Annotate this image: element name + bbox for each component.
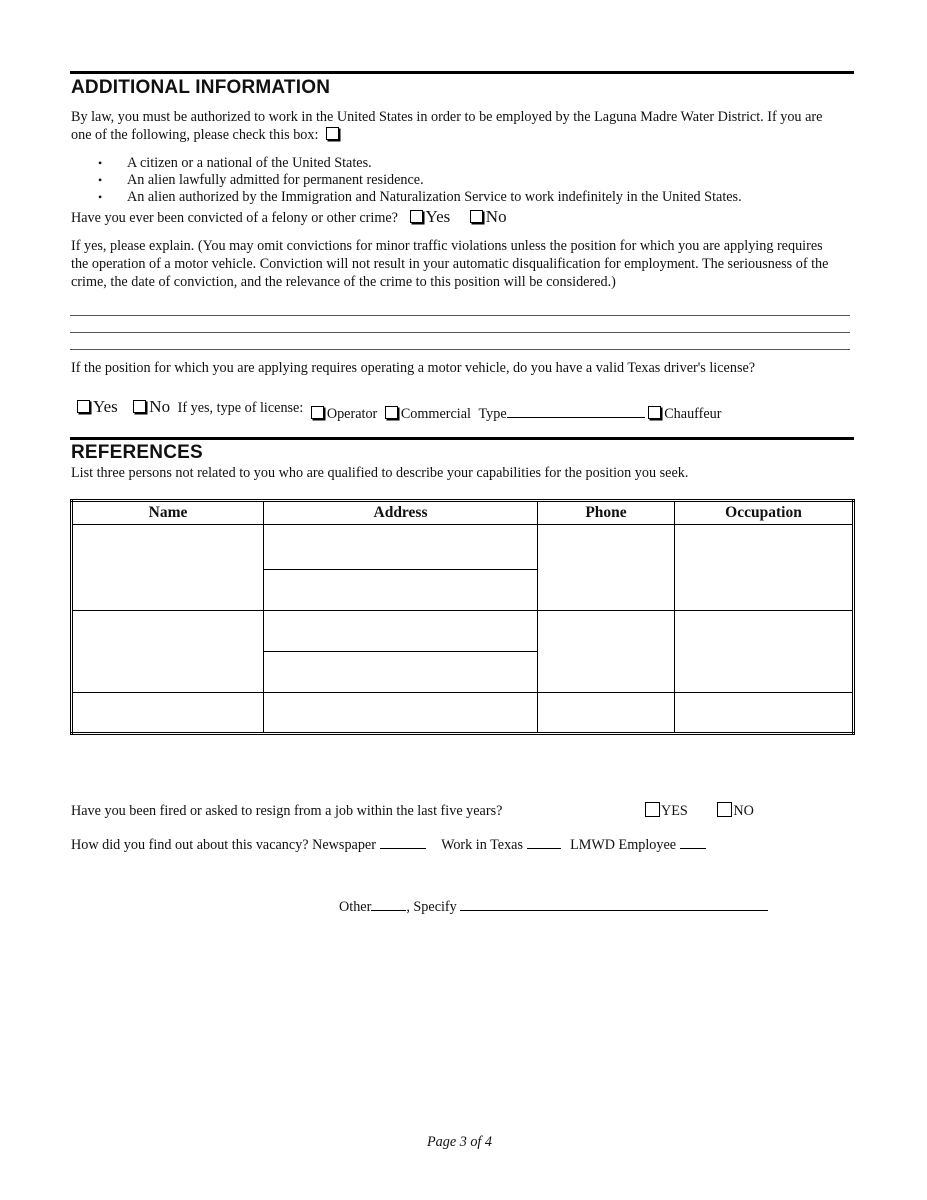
specify-label: , Specify [406,899,457,915]
table-header-row [72,501,854,525]
explain-line-2[interactable] [70,332,850,333]
license-type-label: If yes, type of license: [177,400,304,416]
explain-line-3[interactable] [70,349,850,350]
reference-1-phone-cell[interactable] [538,525,675,611]
explain-line-1[interactable] [70,315,850,316]
felony-yes-checkbox[interactable] [410,210,423,223]
references-heading: REFERENCES [71,442,203,463]
license-yes-checkbox[interactable] [77,400,90,413]
operator-label: Operator [326,406,378,422]
fired-no-label: NO [733,803,754,819]
references-table [70,499,855,735]
lmwd-employee-field[interactable] [680,835,706,849]
reference-3-occupation-cell[interactable] [675,693,854,734]
chauffeur-label: Chauffeur [664,406,722,422]
license-no-checkbox[interactable] [133,400,146,413]
reference-1-address-cell-1[interactable] [264,525,538,570]
vacancy-question: How did you find out about this vacancy? [71,837,309,853]
license-question: If the position for which you are applying requires operating a motor vehicle, do you have a valid Texas driver's license? [71,360,756,376]
felony-no-checkbox[interactable] [470,210,483,223]
reference-2-address-cell-1[interactable] [264,611,538,652]
other-row [339,897,768,916]
reference-1-address-cell-2[interactable] [264,570,538,611]
reference-2-occupation-cell[interactable] [675,611,854,693]
section-divider-references [70,437,854,440]
fired-no-checkbox[interactable] [717,802,732,817]
eligibility-list [71,155,851,206]
column-header-address: Address [264,501,538,525]
work-in-texas-field[interactable] [527,835,561,849]
license-yes-label: Yes [93,397,118,416]
chauffeur-checkbox[interactable] [648,406,661,419]
felony-question-row [71,208,507,227]
table-row [72,611,854,652]
work-in-texas-label: Work in Texas [441,837,523,853]
reference-3-name-cell[interactable] [72,693,264,734]
section-divider-top [70,71,854,74]
column-header-occupation: Occupation [675,501,854,525]
list-item: • An alien authorized by the Immigration and Naturalization Service to work indefinitely in the United States. [71,189,851,206]
operator-checkbox[interactable] [311,406,324,419]
commercial-label: Commercial [400,406,471,422]
authorization-paragraph [71,108,846,144]
authorization-checkbox[interactable] [326,127,339,140]
felony-question: Have you ever been convicted of a felony or other crime? [71,210,398,226]
fired-options [645,802,754,820]
fired-yes-label: YES [661,803,688,819]
table-row [72,525,854,570]
references-intro: List three persons not related to you who are qualified to describe your capabilities for the position you seek. [71,465,689,481]
reference-3-address-cell[interactable] [264,693,538,734]
table-row [72,693,854,734]
commercial-checkbox[interactable] [385,406,398,419]
reference-3-phone-cell[interactable] [538,693,675,734]
felony-explain-text: If yes, please explain. (You may omit convictions for minor traffic violations unless the position for which you are applying requires the operation of a motor vehicle. Conviction will not result in your automatic disqualification for employment. The seriousness of the crime, the date of conviction, and the relevance of the crime to this position will be considered.) [71,238,829,290]
type-field[interactable] [507,404,645,418]
newspaper-field[interactable] [380,835,426,849]
fired-yes-checkbox[interactable] [645,802,660,817]
license-row [77,397,722,422]
fired-question: Have you been fired or asked to resign from a job within the last five years? [71,803,503,819]
lmwd-employee-label: LMWD Employee [570,837,677,853]
list-item: • A citizen or a national of the United States. [71,155,851,172]
column-header-phone: Phone [538,501,675,525]
type-label: Type [478,406,507,422]
license-no-label: No [149,397,171,416]
newspaper-label: Newspaper [312,837,376,853]
authorization-text: By law, you must be authorized to work in the United States in order to be employed by the Laguna Madre Water District. If you are one of the following, please check this box: [71,109,823,143]
list-item: • An alien lawfully admitted for permanent residence. [71,172,851,189]
reference-2-phone-cell[interactable] [538,611,675,693]
reference-2-address-cell-2[interactable] [264,652,538,693]
reference-2-name-cell[interactable] [72,611,264,693]
page-number: Page 3 of 4 [427,1134,493,1150]
additional-info-heading: ADDITIONAL INFORMATION [71,77,331,98]
other-label: Other [339,899,372,915]
column-header-name: Name [72,501,264,525]
other-field[interactable] [371,897,406,911]
felony-yes-label: Yes [425,207,451,226]
reference-1-occupation-cell[interactable] [675,525,854,611]
specify-field[interactable] [460,897,768,911]
vacancy-row [71,835,706,854]
felony-no-label: No [485,207,507,226]
reference-1-name-cell[interactable] [72,525,264,611]
